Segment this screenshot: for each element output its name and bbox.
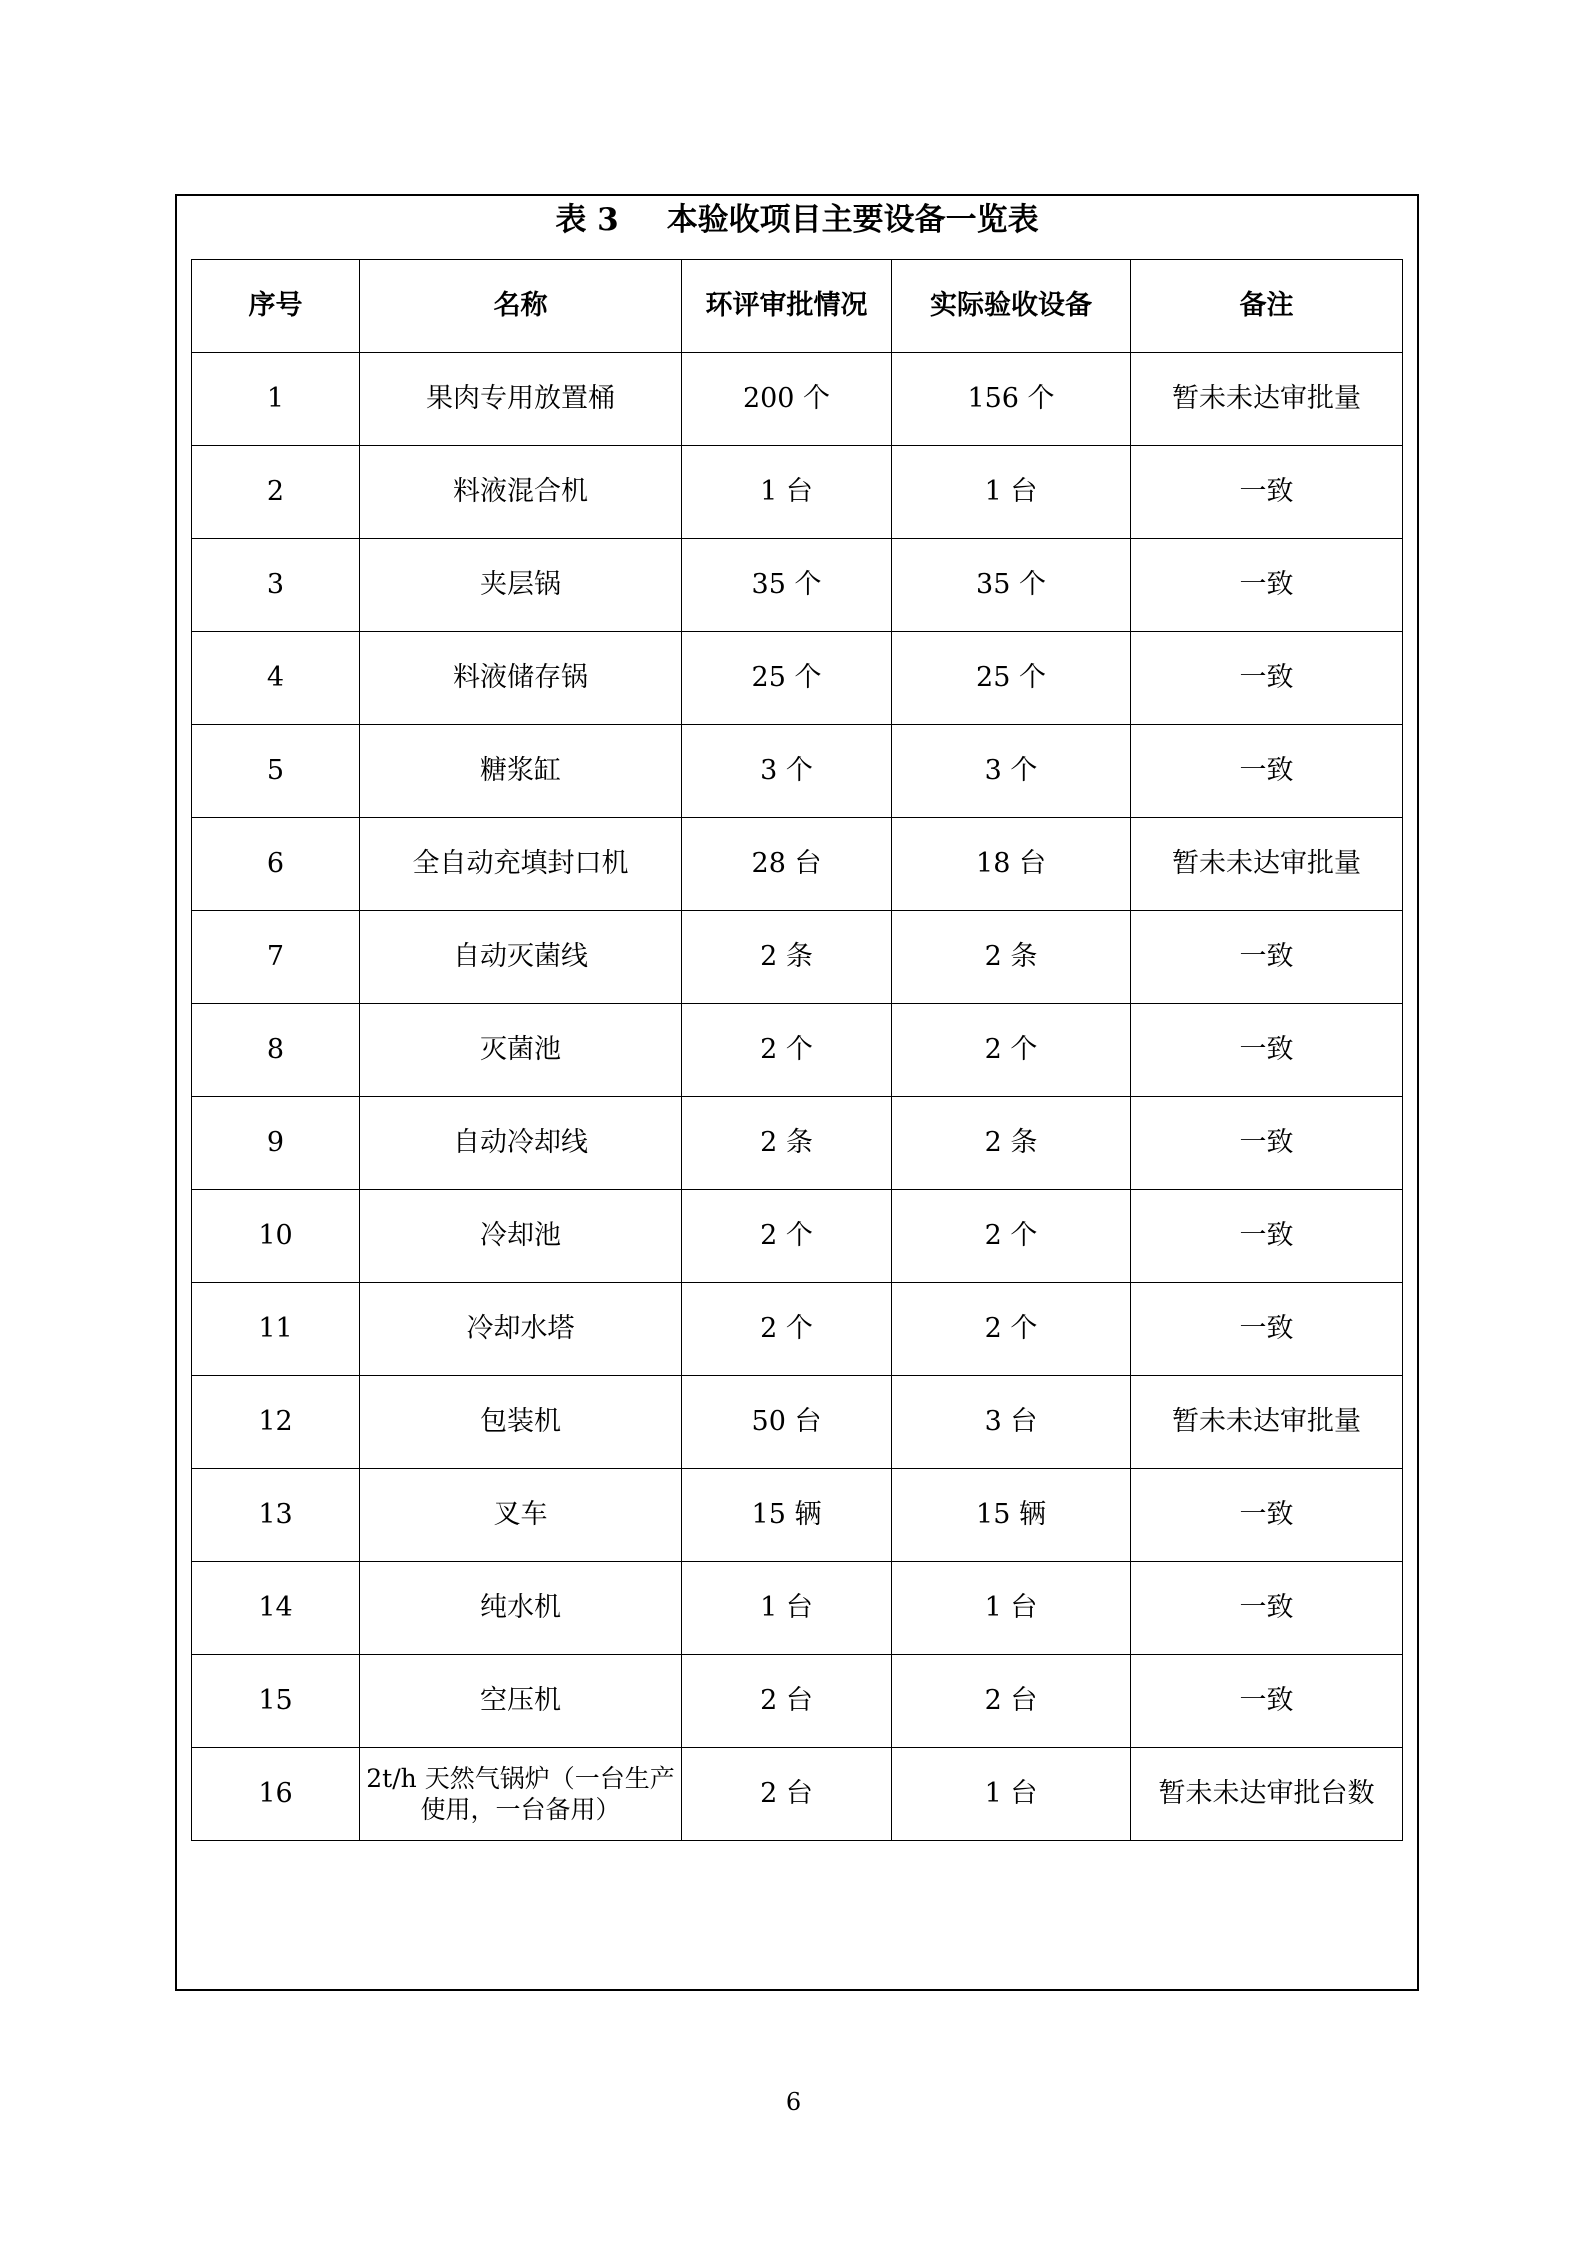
cell-seq: 8 [192,1004,360,1097]
table-row [192,1190,1403,1283]
cell-name: 冷却池 [360,1190,682,1283]
cell-name: 果肉专用放置桶 [360,353,682,446]
table-row [192,818,1403,911]
cell-name: 全自动充填封口机 [360,818,682,911]
cell-actual: 1 台 [892,1562,1131,1655]
cell-approved: 1 台 [682,446,892,539]
cell-actual: 25 个 [892,632,1131,725]
cell-name: 纯水机 [360,1562,682,1655]
cell-name: 夹层锅 [360,539,682,632]
cell-remark: 一致 [1131,725,1403,818]
cell-approved: 2 台 [682,1655,892,1748]
cell-approved: 28 台 [682,818,892,911]
cell-approved: 35 个 [682,539,892,632]
cell-name: 自动冷却线 [360,1097,682,1190]
table-row [192,911,1403,1004]
cell-actual: 2 条 [892,911,1131,1004]
cell-approved: 1 台 [682,1562,892,1655]
cell-seq: 2 [192,446,360,539]
cell-approved: 2 个 [682,1004,892,1097]
table-body [192,353,1403,1841]
cell-approved: 200 个 [682,353,892,446]
cell-remark: 一致 [1131,1562,1403,1655]
cell-seq: 16 [192,1748,360,1841]
cell-approved: 25 个 [682,632,892,725]
cell-actual: 35 个 [892,539,1131,632]
table-header [192,260,1403,353]
cell-actual: 2 个 [892,1004,1131,1097]
header-cell-approved: 环评审批情况 [682,260,892,353]
cell-remark: 一致 [1131,1190,1403,1283]
table-caption [175,196,1419,244]
table-row [192,1376,1403,1469]
table-row [192,725,1403,818]
cell-seq: 5 [192,725,360,818]
cell-remark: 暂未未达审批量 [1131,818,1403,911]
cell-name: 灭菌池 [360,1004,682,1097]
header-cell-name: 名称 [360,260,682,353]
cell-actual: 3 台 [892,1376,1131,1469]
cell-approved: 2 台 [682,1748,892,1841]
cell-actual: 156 个 [892,353,1131,446]
cell-seq: 4 [192,632,360,725]
table-row [192,353,1403,446]
cell-approved: 2 个 [682,1283,892,1376]
table-row [192,632,1403,725]
cell-name: 料液混合机 [360,446,682,539]
cell-approved: 2 条 [682,911,892,1004]
cell-remark: 一致 [1131,911,1403,1004]
cell-seq: 6 [192,818,360,911]
cell-actual: 2 条 [892,1097,1131,1190]
table-row [192,1283,1403,1376]
cell-name: 自动灭菌线 [360,911,682,1004]
cell-remark: 暂未未达审批台数 [1131,1748,1403,1841]
table-row [192,1748,1403,1841]
cell-seq: 14 [192,1562,360,1655]
header-row [192,260,1403,353]
cell-name: 包装机 [360,1376,682,1469]
cell-actual: 2 台 [892,1655,1131,1748]
cell-seq: 10 [192,1190,360,1283]
cell-seq: 7 [192,911,360,1004]
cell-seq: 15 [192,1655,360,1748]
cell-actual: 2 个 [892,1283,1131,1376]
header-cell-seq: 序号 [192,260,360,353]
cell-name: 料液储存锅 [360,632,682,725]
table-number: 表 3 [555,202,619,238]
cell-remark: 一致 [1131,1097,1403,1190]
cell-seq: 13 [192,1469,360,1562]
cell-approved: 15 辆 [682,1469,892,1562]
cell-seq: 12 [192,1376,360,1469]
table-row [192,1097,1403,1190]
header-cell-actual: 实际验收设备 [892,260,1131,353]
cell-actual: 1 台 [892,1748,1131,1841]
cell-actual: 18 台 [892,818,1131,911]
cell-actual: 1 台 [892,446,1131,539]
cell-remark: 一致 [1131,632,1403,725]
cell-approved: 3 个 [682,725,892,818]
cell-name: 叉车 [360,1469,682,1562]
table-row [192,1004,1403,1097]
cell-remark: 一致 [1131,1004,1403,1097]
cell-remark: 一致 [1131,1469,1403,1562]
cell-actual: 3 个 [892,725,1131,818]
cell-seq: 1 [192,353,360,446]
table-row [192,1562,1403,1655]
cell-remark: 一致 [1131,1283,1403,1376]
cell-remark: 暂未未达审批量 [1131,1376,1403,1469]
cell-approved: 2 个 [682,1190,892,1283]
cell-name: 冷却水塔 [360,1283,682,1376]
table-row [192,446,1403,539]
cell-approved: 50 台 [682,1376,892,1469]
page-number: 6 [785,2088,802,2116]
cell-name: 糖浆缸 [360,725,682,818]
cell-seq: 11 [192,1283,360,1376]
table-row [192,1469,1403,1562]
cell-remark: 一致 [1131,539,1403,632]
cell-seq: 3 [192,539,360,632]
cell-remark: 暂未未达审批量 [1131,353,1403,446]
cell-remark: 一致 [1131,446,1403,539]
table-title: 本验收项目主要设备一览表 [666,202,1039,238]
table-row [192,1655,1403,1748]
cell-approved: 2 条 [682,1097,892,1190]
cell-name: 2t/h 天然气锅炉（一台生产使用，一台备用） [360,1748,682,1841]
cell-name: 空压机 [360,1655,682,1748]
cell-actual: 2 个 [892,1190,1131,1283]
equipment-table [191,259,1403,1841]
cell-actual: 15 辆 [892,1469,1131,1562]
table-row [192,539,1403,632]
cell-seq: 9 [192,1097,360,1190]
header-cell-remark: 备注 [1131,260,1403,353]
cell-remark: 一致 [1131,1655,1403,1748]
